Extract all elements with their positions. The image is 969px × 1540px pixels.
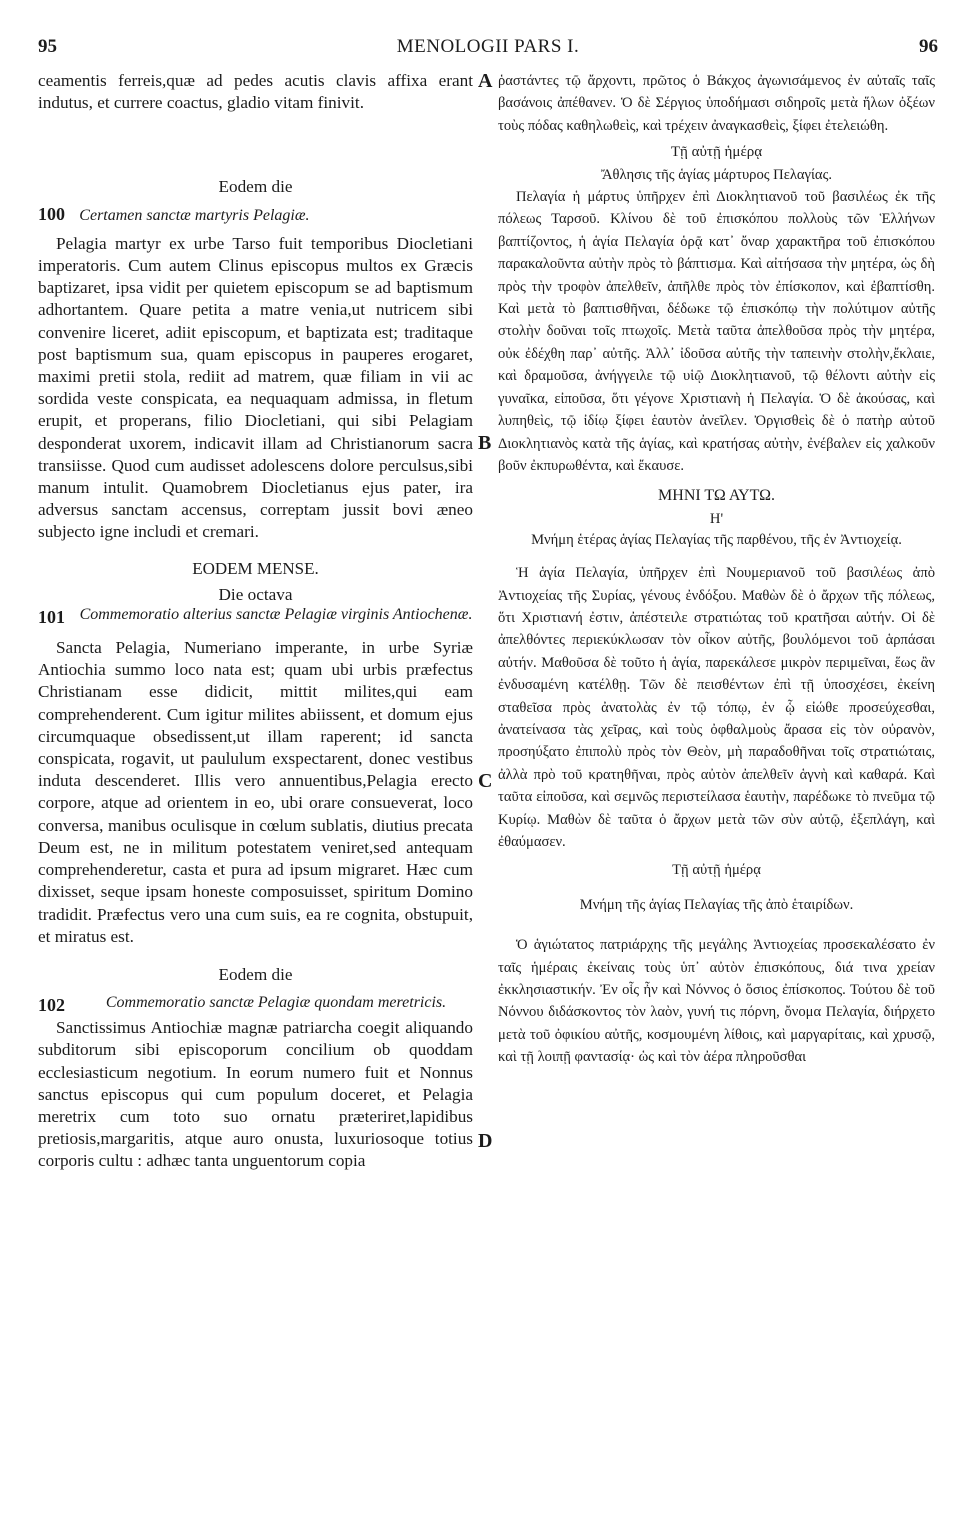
greek-100-title: Ἄθλησις τῆς ἁγίας μάρτυρος Πελαγίας. [600,166,833,183]
greek-100-body: Πελαγία ἡ μάρτυς ὑπῆρχεν ἐπὶ Διοκλητιανοῦ τοῦ βασιλέως ἐκ τῆς πόλεως Ταρσοῦ. Κλίνου δὲ τοῦ ἐπισκόπου πολλοὺς τῶν Ἑλλήνων βαπτίζοντος, ἡ ἁγία Πελαγία ὁρᾷ κατ᾽ ὄναρ χαρακτῆρα τοῦ ἐπισκόπου παρακαλοῦντα αὐτὴν πρὸς τὸ βάπτισμα. Καὶ αἰτήσασα τὴν μητέρα, ὡς δὴ πρὸς τὴν τροφὸν ἀπελθεῖν, ἀπῆλθε πρὸς τὸν ἐπίσκοπον, καὶ ἐβαπτίσθη. Καὶ μετὰ τὸ βαπτισθῆναι, δέδωκε τῷ ἐπισκόπῳ τὴν πολύτιμον αὐτῆς στολὴν δοῦναι τοῖς πτωχοῖς. Μετὰ ταῦτα ἀπελθοῦσα πρὸς τὴν μητέρα, οὐκ ἐδέχθη παρ᾽ αὐτῆς. Ἀλλ᾽ ἰδοῦσα αὐτῆς τὴν ταπεινὴν στολὴν,ἔκλαιε, καὶ δραμοῦσα, ἀνήγγειλε τῷ υἱῷ Διοκλητιανοῦ, τῷ θέλοντι αὐτὴν εἰς γυναῖκα, εἰποῦσα, ὅτι γέγονε Χριστιανὴ ἡ Πελαγία. Ὁ δὲ ἀκούσας, καὶ λυπηθεὶς, τῷ ἰδίῳ ξίφει ἑαυτὸν ἀνεῖλεν. Ὀργισθεὶς δὲ ὁ πατὴρ αὐτοῦ Διοκλητιανὸς κατὰ τῆς ἁγίας, καὶ κρατήσας αὐτὴν, ἐνέβαλεν εἰς χαλκοῦν βοῦν ἐκπυρωθέντα, καὶ ἔκαυσε. [498,189,935,474]
latin-intro: ceamentis ferreis,quæ ad pedes acutis clavis affixa erant indutus, et currere coactus, gladio vitam finivit. [38,71,473,113]
latin-100-heading [38,203,473,227]
latin-month-heading: EODEM MENSE. [192,558,319,578]
margin-marker-a: A [478,70,493,92]
entry-number-100: 100 [38,203,65,224]
latin-102-heading [38,994,473,1016]
latin-101-heading [38,606,473,628]
latin-101-day: Die octava [218,584,293,604]
latin-101-body: Sancta Pelagia, Numeriano imperante, in urbe Syriæ Antiochia summo loco nata est; quam ubi urbis præfectus Christianam esse didicit, mittit milites,qui eam comprehenderent. Cum igitur milites abiissent, et domum ejus circumquaque obsedissent,ut illam raperent; id sancta conspicata, rogavit, ut paululum exspectarent, donec vestibus induta descenderet. Illis vero annuentibus,Pelagia erecto corpore, atque ad orientem in eo, ubi orare consueverat, loco conversa, manibus oculisque in cœlum sublatis, diutius precata Deum est, ne in militum potestatem veniret,sed antequam comprehenderetur, casta et pura ad ipsum migraret. Hæc cum dixisset, seque ipsam honeste composuisset, spiritum Domino tradidit. Præfectus vero una cum suis, ea re cognita, obstupuit, et miratus est. [38,638,473,946]
latin-column [38,70,473,1173]
entry-number-101: 101 [38,607,65,628]
latin-102-body: Sanctissimus Antiochiæ magnæ patriarcha coegit aliquando subditorum sibi episcoporum concilium ob quoddam ecclesiasticum negotium. In eorum numero fuit et Nonnus sanctus episcopus qui cum populum doceret, et Pelagia meretrix cum toto suo ornatu præteriret,lapidibus pretiosis,margaritis, atque auro onusta, luxuriosoque totius corporis cultu : adhæc tanta unguentorum copia [38,1018,473,1171]
page-number-right: 96 [919,36,938,57]
greek-intro: ῥαστάντες τῷ ἄρχοντι, πρῶτος ὁ Βάκχος ἀγωνισάμενος ἐν αὐταῖς ταῖς βασάνοις ἀπέθανεν. Ὁ δὲ Σέργιος ὑποδήμασι σιδηροῖς μετὰ ἥλων ὀξέων τοὺς πόδας καθηλωθεὶς, καὶ τρέχειν ἀναγκασθεὶς, ξίφει ἐτελειώθη. [498,73,935,134]
latin-101-title: Commemoratio alterius sanctæ Pelagiæ virginis Antiochenæ. [79,606,473,624]
greek-101-title: Μνήμη ἑτέρας ἁγίας Πελαγίας τῆς παρθένου, τῆς ἐν Ἀντιοχείᾳ. [531,532,902,549]
latin-100-body: Pelagia martyr ex urbe Tarso fuit temporibus Diocletiani imperatoris. Cum autem Clinus episcopus multos ex Græcis baptizaret, ipsa vidit per quietem episcopum se ad baptismum adhortantem. Quare petita a matre venia,ut nutricem sibi convenire liceret, adiit episcopum, et baptizata est; traditaque post baptismum sua, quam episcopus in pauperes erogaret, maximi pretii stola, rediit ad matrem, quæ filiam in vii ac sordida veste conspicata, ea nequaquam admissa, in fletum erupit, et properans, filio Diocletiani, qui sibi Pelagiam desponderat uxorem, indicavit illam ad Christianorum sacra transiisse. Quod cum audisset adolescens dolore perculsus,sibi manum intulit. Quamobrem Diocletianus ejus pater, ira adversus sanctam accensus, correptam jussit bovi æneo subjecto igne includi et cremari. [38,233,473,542]
latin-100-title: Certamen sanctæ martyris Pelagiæ. [79,206,310,224]
greek-month-heading: ΜΗΝΙ ΤΩ ΑΥΤΩ. [658,487,775,505]
greek-102-body: Ὁ ἁγιώτατος πατριάρχης τῆς μεγάλης Ἀντιοχείας προσεκαλέσατο ἐν ταῖς ἡμέραις ἐκείναις τοὺς ὑπ᾽ αὐτὸν ἐπισκόπους, διά τινα χρείαν ἐκκλησιαστικήν. Ἐν οἷς ἦν καὶ Νόννος ὁ ὅσιος ἐπίσκοπος. Τούτου δὲ τοῦ Νόννου διδάσκοντος τὸν λαὸν, γυνή τις πόρνη, ὄνομα Πελαγία, διήρχετο μετὰ τοῦ ὀφικίου αὐτῆς, κοσμουμένη λίθοις, καὶ μαργαρίταις, καὶ χρυσῷ, καὶ τῇ λοιπῇ φαντασίᾳ· ὡς καὶ τὸν ἀέρα πληροῦσθαι [498,937,935,1066]
running-header [38,36,938,64]
entry-number-102: 102 [38,995,65,1016]
latin-102-title: Commemoratio sanctæ Pelagiæ quondam meretricis. [105,994,447,1012]
greek-102-day: Τῇ αὐτῇ ἡμέρᾳ [672,862,761,879]
latin-102-day: Eodem die [218,964,293,984]
greek-102-title: Μνήμη τῆς ἁγίας Πελαγίας τῆς ἀπὸ ἑταιρίδων. [579,896,854,913]
latin-100-day: Eodem die [218,177,293,197]
greek-100-day: Τῇ αὐτῇ ἡμέρᾳ [670,144,763,161]
page-number-left: 95 [38,36,57,57]
margin-marker-b: B [478,432,492,454]
greek-101-day: Η' [709,510,724,527]
margin-marker-d: D [478,1130,493,1152]
greek-101-body: Ἡ ἁγία Πελαγία, ὑπῆρχεν ἐπὶ Νουμεριανοῦ τοῦ βασιλέως ἀπὸ Ἀντιοχείας τῆς Συρίας, γένους ἐνδόξου. Μαθὼν δὲ ὁ ἄρχων τῆς πόλεως, ὅτι Χριστιανή ἐστιν, ἀπέστειλε στρατιώτας τοῦ κρατῆσαι αὐτήν. Οἱ δὲ ἀπελθόντες περιεκύκλωσαν τὸν οἶκον αὐτῆς, βουλόμενοι τοῦ ἁρπάσαι αὐτήν. Μαθοῦσα δὲ τοῦτο ἡ ἁγία, παρεκάλεσε μικρὸν περιμεῖναι, ἕως ἂν ἐνδυσαμένη κατέλθῃ. Τῶν δὲ πεισθέντων ἐπὶ τῇ ὑποσχέσει, ἐκείνη σταθεῖσα πρὸς ἀνατολὰς ἐν τῷ τόπῳ, ἐν ᾧ εἰώθε προσεύχεσθαι, ἀνατείνασα τὰς χεῖρας, καὶ τοὺς ὀφθαλμοὺς ἄρασα εἰς τὸν οὐρανὸν, προσηύξατο ἐπιπολὺ πρὸς τὸν Θεὸν, μὴ παραδοθῆναι τοῖς στρατιώταις, ἀλλὰ πρὸ τοῦ κρατηθῆναι, πρὸς αὐτὸν ἀπελθεῖν ἁγνὴ καὶ καθαρά. Καὶ ταῦτα εἰποῦσα, καὶ σεμνῶς περιστείλασα ἑαυτὴν, παρέδωκε τὸ πνεῦμα τῷ Κυρίῳ. Μαθὼν δὲ ταῦτα ὁ ἄρχων μετὰ τῶν σὺν αὐτῷ, ἐξεπλάγη, καὶ ἐθαύμασεν. [498,565,935,850]
margin-marker-c: C [478,770,493,792]
greek-column [498,70,935,1069]
running-title: MENOLOGII PARS I. [396,36,580,57]
